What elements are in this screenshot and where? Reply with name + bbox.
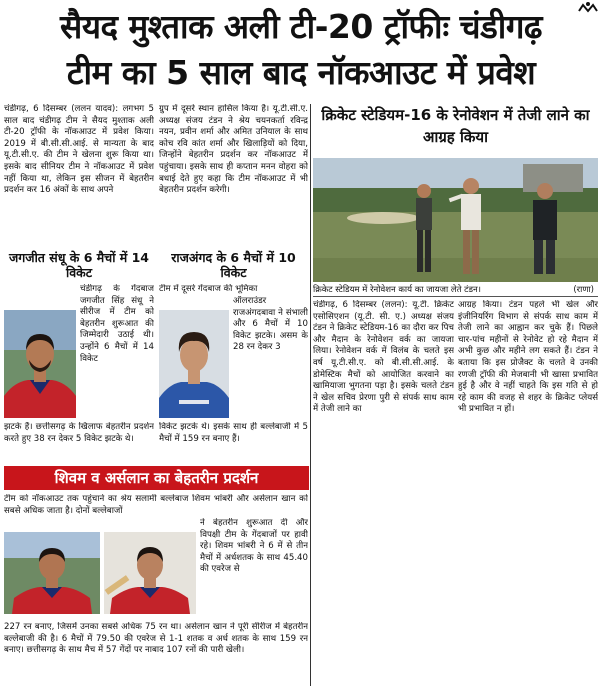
column-divider — [310, 104, 311, 686]
headline-line-2: टीम का 5 साल बाद नॉकआउट में प्रवेश — [66, 53, 536, 92]
photo-credit: (राणा) — [573, 285, 594, 295]
main-headline — [4, 4, 598, 102]
shivam-text-top: टीम को नॉकआउट तक पहुंचाने का श्रेय सलामी बल्लेबाज शिवम भांबरी और अर्सलान खान को सबसे अधिक जाता है। दोनों बल्लेबाजों — [4, 494, 308, 516]
main-story-col-2: ग्रुप में दूसरे स्थान हासिल किया है। यू.टी.सी.ए. अध्यक्ष संजय टंडन ने श्रेय चयनकर्ता रविन्द्र नयन, प्रवीन शर्मा और अमित उनियाल के साथ कोच रवि कांत शर्मा और खिलाड़ियों को दिया, जिन्होंने बेहतरीन प्रदर्शन कर नॉकआउट में पहुंचाया। इसके साथ ही कप्तान मनन वोहरा को बधाई देते हुए कहा कि टीम नॉकआउट में भी बेहतरीन प्रदर्शन करेगी। — [159, 104, 308, 196]
caption-text: क्रिकेट स्टेडियम में रेनोवेशन कार्य का जायजा लेते टंडन। — [313, 285, 481, 295]
jagjeet-text-right: चंडीगढ़ के गेंदबाज जगजीत सिंह संधू ने सीरीज में टीम को बेहतरीन शुरूआत की जिम्मेदारी उठाई थी। उन्होंने 6 मैचों में 14 विकेट — [80, 284, 154, 364]
headline-line-1: सैयद मुश्ताक अली टी-20 ट्रॉफीः चंडीगढ़ — [60, 7, 542, 46]
shivam-photo — [4, 532, 100, 614]
main-story-col-1: चंडीगढ़, 6 दिसम्बर (ललन यादव): लगभग 5 साल बाद चंडीगढ़ टीम ने सैयद मुश्ताक अली टी-20 ट्रॉफी के नॉकआउट में प्रवेश किया। 2019 में बी.सी.सी.आई. से मान्यता के बाद यू.टी.सी.ए. की टीम ने खेलना शुरू किया था। इसके बाद सीनियर टीम ने नॉकआउट में प्रवेश नहीं किया था, लेकिन इस सीजन में बेहतरीन प्रदर्शन कर 16 अंकों के साथ अपने — [4, 104, 154, 196]
stadium-photo-caption — [313, 283, 598, 297]
jagjeet-photo — [4, 310, 76, 418]
rajangad-text-top: टीम में दूसरे गेंदबाज की भूमिका — [159, 284, 258, 294]
rajangad-photo — [159, 310, 229, 418]
stadium-col-1: चंडीगढ़, 6 दिसम्बर (ललन): यू.टी. क्रिकेट एसोसिएशन (यू.टी. सी. ए.) अध्यक्ष संजय टंडन ने क्रिकेट स्टेडियम-16 का दौरा कर पिच और मैदान के रेनोवेशन वर्क का जायजा लिया। रेनोवेशन वर्क में विलंब के चलते इस वर्ष यू.टी.सी.ए. को बी.सी.सी.आई. के डोमेस्टिक मैचों को आयोजित करवाने का खामियाजा भुगतना पड़ा है। इसके चलते टंडन ने खेल सचिव प्रेरणा पुरी से संपर्क साध काम में तेजी लाने का — [313, 300, 454, 415]
stadium-photo — [313, 158, 598, 282]
stadium-headline: क्रिकेट स्टेडियम-16 के रेनोवेशन में तेजी लाने का आग्रह किया — [321, 106, 590, 146]
rajangad-text-right: ऑलराउंडर राजअंगदबावा ने संभाली और 6 मैचों में 10 विकेट झटके। असम के 28 रन देकर 3 — [233, 296, 308, 353]
stadium-col-2: आग्रह किया। टंडन पहले भी खेल और इंजीनियरिंग विभाग से संपर्क साध काम में तेजी लाने का आह्वान कर चुके हैं। पिछले चार-पांच महीनों से रेनोवेट हो रहे मैदान में अभी कुछ और महीने लग सकते हैं। टंडन ने बताया कि इस प्रोजैक्ट के चलते वे उनकी रणजी ट्रॉफी की मेजबानी भी खासा प्रभावित हुई है और वे नहीं चाहते कि इस गति से हो रहे काम की वजह से शहर के क्रिकेट प्लेयर्स भी प्रभावित न हों। — [458, 300, 598, 415]
jagjeet-text-bottom: झटके हैं। छत्तीसगढ़ के खिलाफ बेहतरीन प्रदर्शन करते हुए 38 रन देकर 5 विकेट झटके थे। — [4, 422, 154, 444]
shivam-text-right: ने बेहतरीन शुरूआत दी और विपक्षी टीम के गेंदबाजों पर हावी रहे। शिवम भांबरी ने 6 में से तीन मैचों में अर्धशतक के साथ 45.40 की एवरेज से — [200, 518, 308, 575]
shivam-text-bottom: 227 रन बनाए, जिसमें उनका सबसे अधिक 75 रन था। अर्सलान खान ने पूरी सीरीज में बेहतरीन बल्लेबाजी की है। 6 मैचों में 79.50 की एवरेज से 1-1 शतक व अर्ध शतक के साथ 159 रन बनाए। छत्तीसगढ़ के साथ मैच में 57 गेंदों पर नाबाद 107 रनों की पारी खेली। — [4, 622, 308, 656]
arsalan-photo — [104, 532, 196, 614]
jagjeet-subhead: जगजीत संधू के 6 मैचों में 14 विकेट — [8, 250, 150, 280]
rajangad-subhead: राजअंगद के 6 मैचों में 10 विकेट — [171, 250, 296, 280]
rajangad-text-bottom: विकेट झटके थे। इसके साथ ही बल्लेबाजी में 5 मैचों में 159 रन बनाए हैं। — [159, 422, 308, 444]
shivam-arsalan-banner: शिवम व अर्सलान का बेहतरीन प्रदर्शन — [4, 466, 309, 490]
